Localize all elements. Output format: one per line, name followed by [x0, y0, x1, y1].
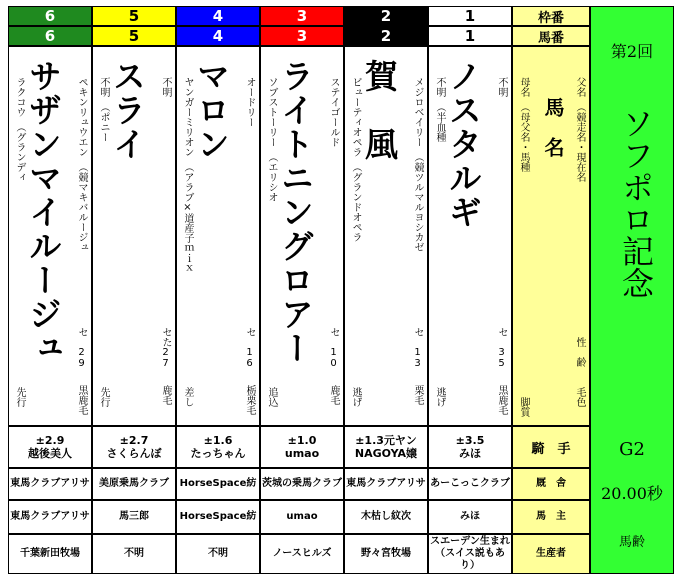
odds: ±3.5: [455, 434, 485, 447]
sex-age: セ 16: [244, 327, 255, 369]
breeder: 不明: [92, 534, 176, 574]
owner: 馬三郎: [92, 500, 176, 534]
horse-card: [176, 46, 260, 426]
waku-number: 5: [92, 6, 176, 26]
dam-meta: 母名 （母父名・馬種: [518, 77, 529, 172]
owner: 木枯し紋次: [344, 500, 428, 534]
odds: ±1.3元ヤン: [355, 434, 417, 447]
jockey: NAGOYA嬢: [354, 447, 418, 460]
age-label: 齢: [574, 357, 585, 367]
jockey-cell: [92, 426, 176, 468]
jockey: たっちゃん: [190, 447, 246, 460]
coat-color: 黒鹿毛: [76, 385, 87, 415]
race-time: 20.00秒: [601, 484, 663, 503]
dam-name: ビューティオペラ （グランドオペラ: [350, 77, 361, 242]
stable: 美原乗馬クラブ: [92, 468, 176, 500]
stable: 東馬クラブアリサ: [8, 468, 92, 500]
sire-name: オードリー: [244, 77, 255, 127]
running-style: 逃げ: [350, 387, 361, 407]
stable: 茨城の乗馬クラブ: [260, 468, 344, 500]
sex-age: セ 35: [496, 327, 507, 369]
jockey: umao: [284, 447, 320, 460]
owner: umao: [260, 500, 344, 534]
jockey: さくらんぼ: [106, 447, 162, 460]
sire-name: 不明: [496, 77, 507, 97]
owner: みほ: [428, 500, 512, 534]
odds: ±2.7: [119, 434, 149, 447]
horse-card: [92, 46, 176, 426]
running-style: 差し: [182, 387, 193, 407]
sire-name: メジロベイリー （競ツルマルヨシカゼ: [412, 77, 423, 252]
odds: ±1.0: [287, 434, 317, 447]
title-box: 馬 名: [541, 97, 565, 157]
coat-color: 鹿毛: [328, 385, 339, 405]
horse-name: スライ: [108, 59, 147, 161]
uma-number: 6: [8, 26, 92, 46]
uma-number: 4: [176, 26, 260, 46]
breeder: 不明: [176, 534, 260, 574]
sex-age: セ 13: [412, 327, 423, 369]
sire-name: ステイゴールド: [328, 77, 339, 147]
sire-meta: 父名 （競走名・現在名: [574, 77, 585, 182]
stable-label: 厩 舎: [512, 468, 590, 500]
uma-number: 2: [344, 26, 428, 46]
race-name: ソフポロ記念: [617, 107, 655, 299]
header-box: [512, 46, 590, 426]
waku-number: 1: [428, 6, 512, 26]
jockey-cell: [8, 426, 92, 468]
race-kai: 第2回: [610, 42, 654, 61]
horse-name: ノスタルギ: [444, 59, 483, 229]
sex-age: セた27: [160, 327, 171, 369]
odds: ±2.9: [35, 434, 65, 447]
horse-card: [344, 46, 428, 426]
race-condition: 馬齢: [618, 535, 645, 550]
odds: ±1.6: [203, 434, 233, 447]
horse-card: [428, 46, 512, 426]
sire-name: 不明: [160, 77, 171, 97]
stable: HorseSpace紡: [176, 468, 260, 500]
waku-number: 6: [8, 6, 92, 26]
jockey-cell: [344, 426, 428, 468]
coat-color: 栃栗毛: [244, 385, 255, 415]
race-card: [6, 6, 674, 574]
running-style: 追込: [266, 387, 277, 407]
dam-name: 不明 （半血種: [434, 77, 445, 142]
color-label: 毛色: [574, 387, 585, 407]
horse-card: [8, 46, 92, 426]
jockey: みほ: [459, 447, 481, 460]
jockey-cell: [176, 426, 260, 468]
coat-color: 黒鹿毛: [496, 385, 507, 415]
waku-number: 3: [260, 6, 344, 26]
coat-color: 栗毛: [412, 385, 423, 405]
sire-name: ペキンリュウエン （競マキバルージュ: [76, 77, 87, 252]
race-grade: G2: [619, 439, 645, 460]
running-style: 逃げ: [434, 387, 445, 407]
horse-name: マロン: [192, 59, 231, 161]
owner: 東馬クラブアリサ: [8, 500, 92, 534]
jockey-cell: [260, 426, 344, 468]
sex-label: 性: [574, 337, 585, 347]
uma-number: 3: [260, 26, 344, 46]
horse-name: ライトニングロアー: [276, 59, 315, 365]
breeder: 野々宮牧場: [344, 534, 428, 574]
dam-name: ソブストーリー （エリシオ: [266, 77, 277, 202]
style-label: 脚質: [518, 397, 529, 417]
jockey-label: 騎 手: [512, 426, 590, 468]
dam-name: ラクコウ （グランディ: [14, 77, 25, 182]
sex-age: セ 29: [76, 327, 87, 369]
jockey-cell: [428, 426, 512, 468]
owner: HorseSpace紡: [176, 500, 260, 534]
breeder: ノースヒルズ: [260, 534, 344, 574]
waku-number: 2: [344, 6, 428, 26]
waku-number: 4: [176, 6, 260, 26]
stable: 東馬クラブアリサ: [344, 468, 428, 500]
running-style: 先行: [14, 387, 25, 407]
uma-number: 5: [92, 26, 176, 46]
running-style: 先行: [98, 387, 109, 407]
sex-age: セ 10: [328, 327, 339, 369]
breeder-label: 生産者: [512, 534, 590, 574]
stable: あーこっこクラブ: [428, 468, 512, 500]
horse-name: 賀 風: [360, 59, 399, 161]
waku-label: 枠番: [512, 6, 590, 26]
horse-card: [260, 46, 344, 426]
owner-label: 馬 主: [512, 500, 590, 534]
race-info: [590, 6, 674, 574]
uma-number: 1: [428, 26, 512, 46]
dam-name: 不明 （ポニー: [98, 77, 109, 142]
horse-name: サザンマイルージュ: [24, 59, 63, 365]
dam-name: ヤンガーミリオン （アラブ×道産子ｍｉｘ: [182, 77, 193, 273]
coat-color: 鹿毛: [160, 385, 171, 405]
breeder: スエーデン生まれ（スイス説もあり）: [428, 534, 512, 574]
breeder: 千葉新田牧場: [8, 534, 92, 574]
jockey: 越後美人: [28, 447, 72, 460]
uma-label: 馬番: [512, 26, 590, 46]
